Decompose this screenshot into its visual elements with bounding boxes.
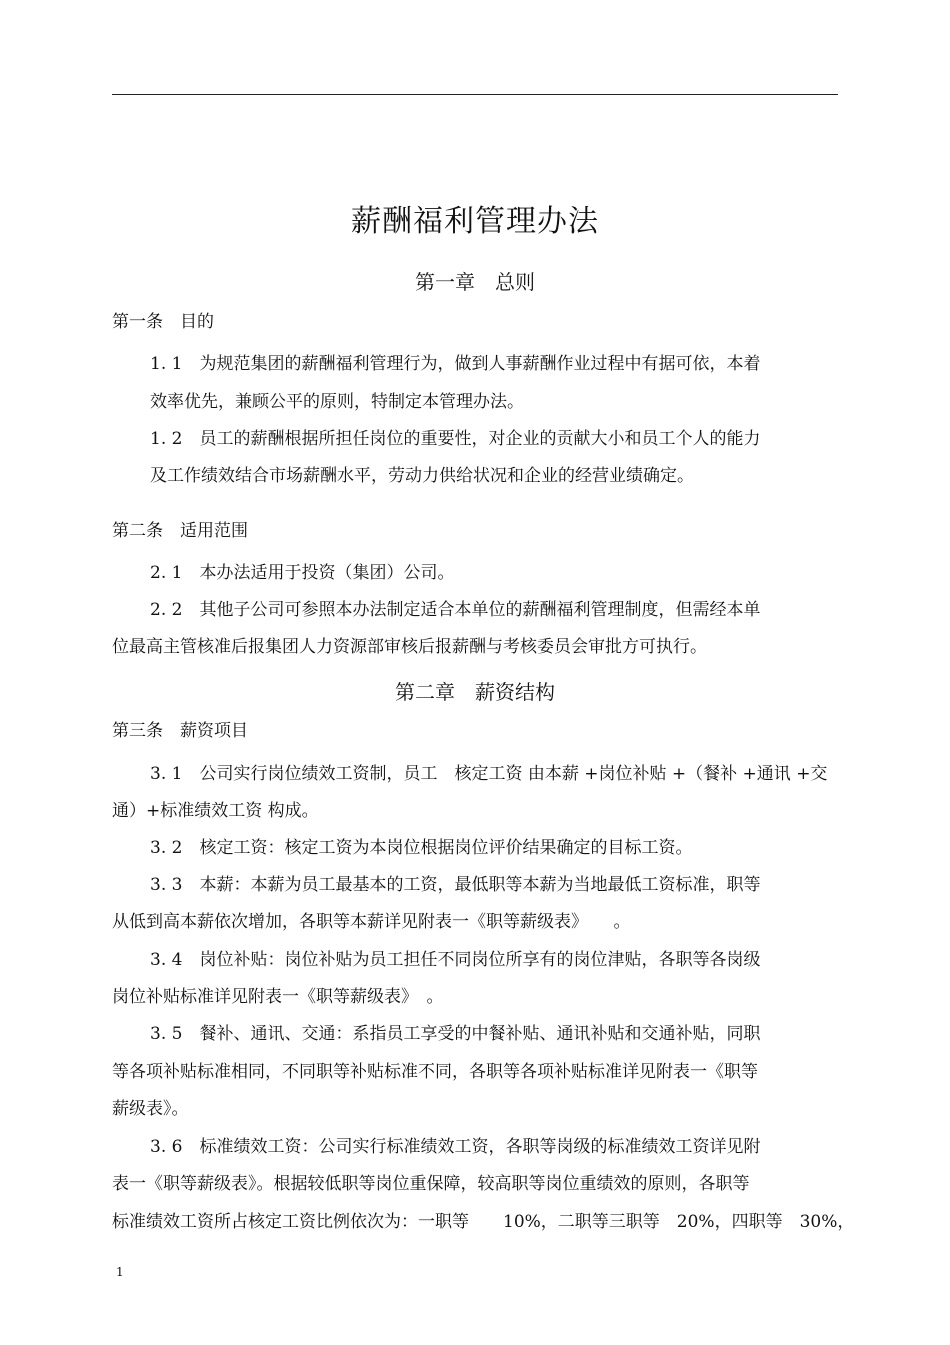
paragraph-1-2-line-1: 1. 2 员工的薪酬根据所担任岗位的重要性，对企业的贡献大小和员工个人的能力 (150, 429, 761, 449)
paragraph-3-6-line-3: 标准绩效工资所占核定工资比例依次为：一职等 10%，二职等三职等 20%，四职等 30%， (112, 1212, 855, 1232)
paragraph-3-5-line-1: 3. 5 餐补、通讯、交通：系指员工享受的中餐补贴、通讯补贴和交通补贴，同职 (150, 1024, 761, 1044)
paragraph-3-3-line-2: 从低到高本薪依次增加，各职等本薪详见附表一《职等薪级表》 。 (112, 912, 631, 932)
paragraph-3-6-line-2: 表一《职等薪级表》。根据较低职等岗位重保障，较高职等岗位重绩效的原则，各职等 (112, 1174, 750, 1194)
paragraph-3-2: 3. 2 核定工资：核定工资为本岗位根据岗位评价结果确定的目标工资。 (150, 838, 693, 858)
paragraph-1-1-line-2: 效率优先，兼顾公平的原则，特制定本管理办法。 (150, 392, 524, 412)
paragraph-3-1-line-2: 通）+标准绩效工资 构成。 (112, 801, 319, 821)
chapter-1-heading: 第一章 总则 (415, 270, 535, 294)
page-number: 1 (116, 1265, 124, 1279)
paragraph-2-2-line-2: 位最高主管核准后报集团人力资源部审核后报薪酬与考核委员会审批方可执行。 (112, 637, 707, 657)
paragraph-2-2-line-1: 2. 2 其他子公司可参照本办法制定适合本单位的薪酬福利管理制度，但需经本单 (150, 600, 761, 620)
article-3-heading: 第三条 薪资项目 (112, 721, 248, 741)
article-1-heading: 第一条 目的 (112, 312, 214, 332)
paragraph-3-4-line-1: 3. 4 岗位补贴：岗位补贴为员工担任不同岗位所享有的岗位津贴，各职等各岗级 (150, 950, 761, 970)
paragraph-3-4-line-2: 岗位补贴标准详见附表一《职等薪级表》 。 (112, 987, 444, 1007)
header-rule (112, 94, 838, 95)
paragraph-2-1: 2. 1 本办法适用于投资（集团）公司。 (150, 563, 455, 583)
paragraph-3-6-line-1: 3. 6 标准绩效工资：公司实行标准绩效工资，各职等岗级的标准绩效工资详见附 (150, 1137, 761, 1157)
article-2-heading: 第二条 适用范围 (112, 521, 248, 541)
paragraph-1-2-line-2: 及工作绩效结合市场薪酬水平，劳动力供给状况和企业的经营业绩确定。 (150, 466, 694, 486)
document-title: 薪酬福利管理办法 (351, 204, 599, 239)
paragraph-3-3-line-1: 3. 3 本薪：本薪为员工最基本的工资，最低职等本薪为当地最低工资标准，职等 (150, 875, 761, 895)
paragraph-3-5-line-2: 等各项补贴标准相同，不同职等补贴标准不同，各职等各项补贴标准详见附表一《职等 (112, 1062, 758, 1082)
chapter-2-heading: 第二章 薪资结构 (395, 680, 555, 704)
paragraph-3-1-line-1: 3. 1 公司实行岗位绩效工资制，员工 核定工资 由本薪 +岗位补贴 +（餐补 +通讯 +交 (150, 764, 828, 784)
paragraph-1-1-line-1: 1. 1 为规范集团的薪酬福利管理行为，做到人事薪酬作业过程中有据可依，本着 (150, 354, 761, 374)
paragraph-3-5-line-3: 薪级表》。 (112, 1099, 189, 1119)
